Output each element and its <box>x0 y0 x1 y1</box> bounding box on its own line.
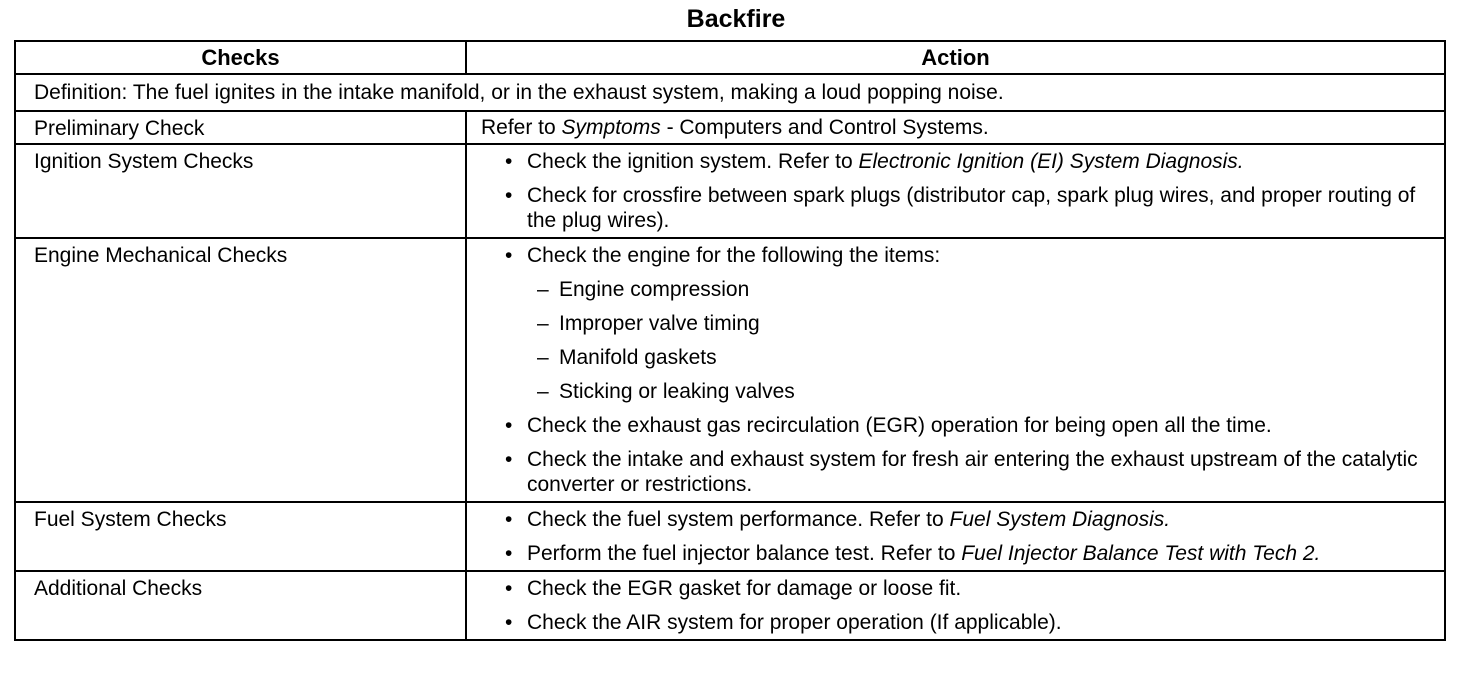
list-item <box>467 149 1436 174</box>
additional-actions <box>466 571 1445 640</box>
action-text: Check the exhaust gas recirculation (EGR) operation for being open all the time. <box>527 414 1272 437</box>
dash-marker: – <box>537 312 549 335</box>
diagnostic-table <box>14 40 1446 641</box>
table-row <box>15 111 1445 144</box>
action-text: Check the EGR gasket for damage or loose fit. <box>527 577 962 600</box>
bullet-marker: • <box>505 542 513 565</box>
table-row <box>15 238 1445 502</box>
list-item <box>467 507 1436 532</box>
checks-header: Checks <box>15 41 466 74</box>
table-row <box>15 144 1445 238</box>
dash-marker: – <box>537 380 549 403</box>
preliminary-action <box>466 111 1445 144</box>
bullet-marker: • <box>505 611 513 634</box>
header-row <box>15 41 1445 74</box>
action-text: Check the intake and exhaust system for fresh air entering the exhaust upstream of the catalytic converter or restrictions. <box>527 448 1418 496</box>
page-title: Backfire <box>686 5 786 33</box>
sub-list-item: – Manifold gaskets <box>537 346 717 369</box>
fuel-actions <box>466 502 1445 571</box>
action-text: Check for crossfire between spark plugs (distributor cap, spark plug wires, and proper routing of the plug wires). <box>527 184 1416 232</box>
sub-list-item: – Sticking or leaking valves <box>537 380 795 403</box>
action-text: Check the ignition system. Refer to <box>527 150 859 173</box>
list-item <box>467 183 1436 233</box>
bullet-marker: • <box>505 414 513 437</box>
bullet-marker: • <box>505 508 513 531</box>
table-row <box>15 502 1445 571</box>
list-item <box>467 541 1436 566</box>
action-text: Check the engine for the following the items: <box>527 244 941 267</box>
bullet-marker: • <box>505 150 513 173</box>
dash-marker: – <box>537 278 549 301</box>
sub-list-item: – Engine compression <box>537 278 750 301</box>
ignition-check-label: Ignition System Checks <box>15 144 466 238</box>
additional-check-label: Additional Checks <box>15 571 466 640</box>
definition-text: Definition: The fuel ignites in the intake manifold, or in the exhaust system, making a loud popping noise. <box>15 74 1445 111</box>
list-item <box>467 447 1436 497</box>
action-text: Perform the fuel injector balance test. Refer to <box>527 542 962 565</box>
reference-link: Symptoms <box>561 116 661 139</box>
table-row <box>15 571 1445 640</box>
dash-marker: – <box>537 346 549 369</box>
definition-row <box>15 74 1445 111</box>
reference-link: Fuel System Diagnosis. <box>949 508 1171 531</box>
action-text: - Computers and Control Systems. <box>660 116 989 139</box>
fuel-check-label: Fuel System Checks <box>15 502 466 571</box>
reference-link: Fuel Injector Balance Test with Tech 2. <box>961 542 1321 565</box>
bullet-marker: • <box>505 244 513 267</box>
sub-list-item: – Improper valve timing <box>537 312 760 335</box>
list-item <box>467 413 1436 438</box>
engine-actions <box>466 238 1445 502</box>
list-item <box>467 576 1436 601</box>
engine-check-label: Engine Mechanical Checks <box>15 238 466 502</box>
reference-link: Electronic Ignition (EI) System Diagnosis. <box>858 150 1244 173</box>
bullet-marker: • <box>505 577 513 600</box>
preliminary-check-label: Preliminary Check <box>15 111 466 144</box>
action-text: Check the AIR system for proper operation (If applicable). <box>527 611 1062 634</box>
action-header: Action <box>466 41 1445 74</box>
bullet-marker: • <box>505 448 513 471</box>
action-text: Check the fuel system performance. Refer to <box>527 508 950 531</box>
list-item <box>467 243 1436 404</box>
ignition-actions <box>466 144 1445 238</box>
bullet-marker: • <box>505 184 513 207</box>
list-item <box>467 610 1436 635</box>
action-text: Refer to <box>481 116 562 139</box>
